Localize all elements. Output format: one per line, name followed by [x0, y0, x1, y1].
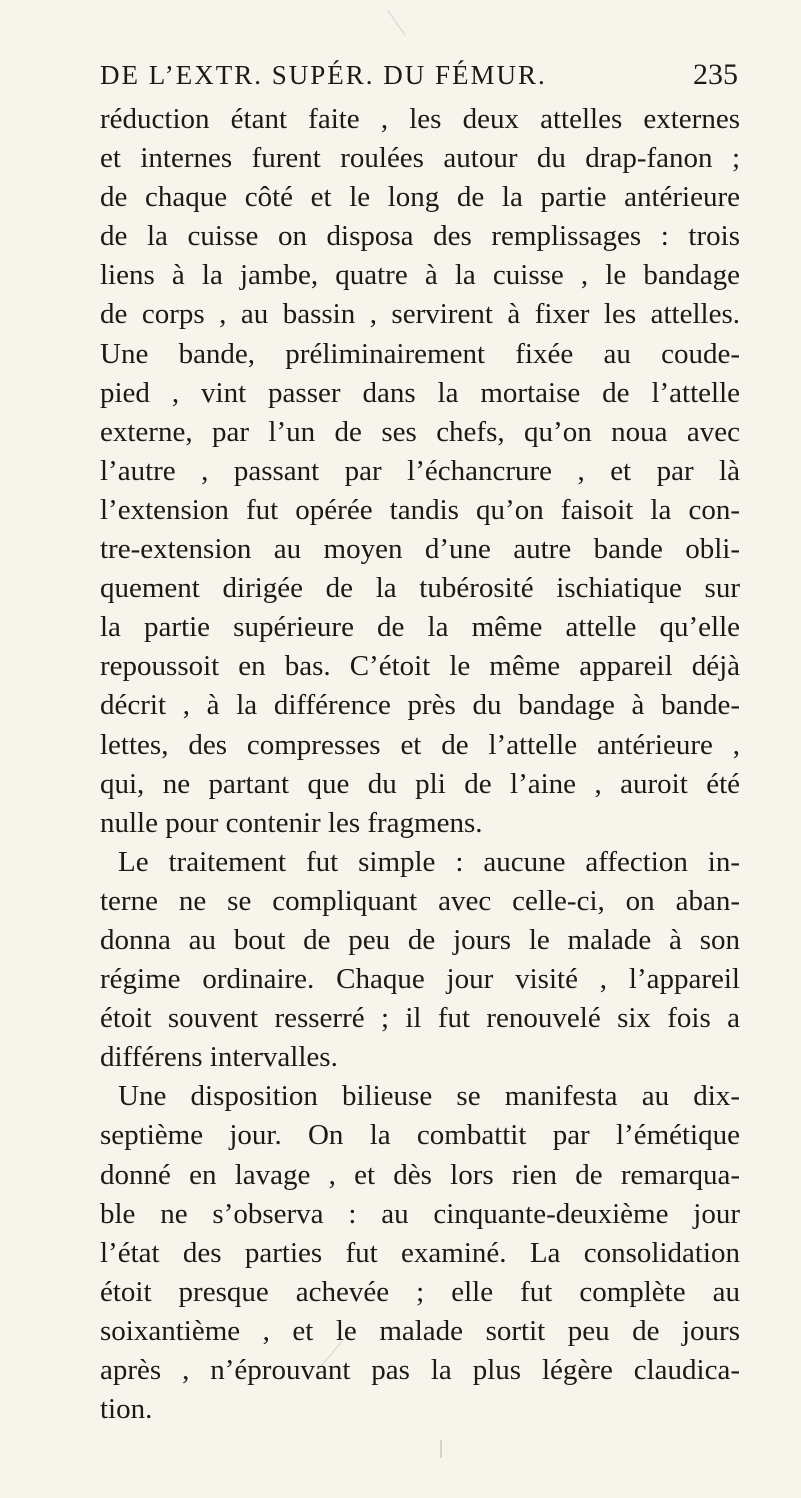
text-line: régime ordinaire. Chaque jour visité , l’appareil — [100, 963, 740, 996]
text-line: nulle pour contenir les fragmens. — [100, 806, 483, 839]
text-line: Une disposition bilieuse se manifesta au dix- — [118, 1080, 740, 1113]
paper-speck — [440, 1440, 442, 1458]
text-line: septième jour. On la combattit par l’émétique — [100, 1119, 740, 1152]
text-line: quement dirigée de la tubérosité ischiatique sur — [100, 572, 740, 605]
text-line: terne ne se compliquant avec celle-ci, on aban- — [100, 884, 740, 917]
text-line: tre-extension au moyen d’une autre bande obli- — [100, 533, 740, 566]
text-line: donné en lavage , et dès lors rien de remarqua- — [100, 1158, 740, 1191]
text-line: l’état des parties fut examiné. La consolidation — [100, 1236, 740, 1269]
text-line: soixantième , et le malade sortit peu de jours — [100, 1314, 740, 1347]
text-line: repoussoit en bas. C’étoit le même appareil déjà — [100, 650, 740, 683]
text-line: pied , vint passer dans la mortaise de l’attelle — [100, 376, 740, 409]
text-line: Le traitement fut simple : aucune affection in- — [118, 845, 740, 878]
paper-speck — [387, 10, 405, 35]
text-line: de la cuisse on disposa des remplissages : trois — [100, 220, 740, 253]
text-line: lettes, des compresses et de l’attelle antérieure , — [100, 728, 740, 761]
text-line: réduction étant faite , les deux attelles externes — [100, 103, 740, 135]
text-line: l’extension fut opérée tandis qu’on faisoit la con- — [100, 493, 740, 526]
text-line: tion. — [100, 1393, 153, 1426]
page-header — [100, 60, 738, 100]
text-line: qui, ne partant que du pli de l’aine , auroit été — [100, 767, 740, 800]
text-line: la partie supérieure de la même attelle qu’elle — [100, 611, 740, 644]
text-line: ble ne s’observa : au cinquante-deuxième jour — [100, 1197, 740, 1230]
text-line: après , n’éprouvant pas la plus légère claudica- — [100, 1354, 740, 1386]
text-line: différens intervalles. — [100, 1041, 338, 1074]
text-line: donna au bout de peu de jours le malade à son — [100, 923, 740, 956]
page-number: 235 — [693, 58, 738, 91]
text-line: de chaque côté et le long de la partie antérieure — [100, 181, 740, 214]
text-line: de corps , au bassin , servirent à fixer les attelles. — [100, 298, 740, 331]
text-line: et internes furent roulées autour du drap-fanon ; — [100, 142, 740, 175]
text-line: externe, par l’un de ses chefs, qu’on noua avec — [100, 415, 740, 448]
text-line: étoit presque achevée ; elle fut complète au — [100, 1275, 740, 1308]
text-line: Une bande, préliminairement fixée au coude- — [100, 337, 740, 370]
text-line: décrit , à la différence près du bandage à bande- — [100, 689, 740, 722]
text-line: liens à la jambe, quatre à la cuisse , le bandage — [100, 259, 740, 292]
running-head: DE L’EXTR. SUPÉR. DU FÉMUR. — [100, 60, 547, 90]
text-line: étoit souvent resserré ; il fut renouvelé six fois a — [100, 1002, 740, 1035]
body-text — [100, 100, 740, 1429]
text-line: l’autre , passant par l’échancrure , et par là — [100, 454, 740, 487]
